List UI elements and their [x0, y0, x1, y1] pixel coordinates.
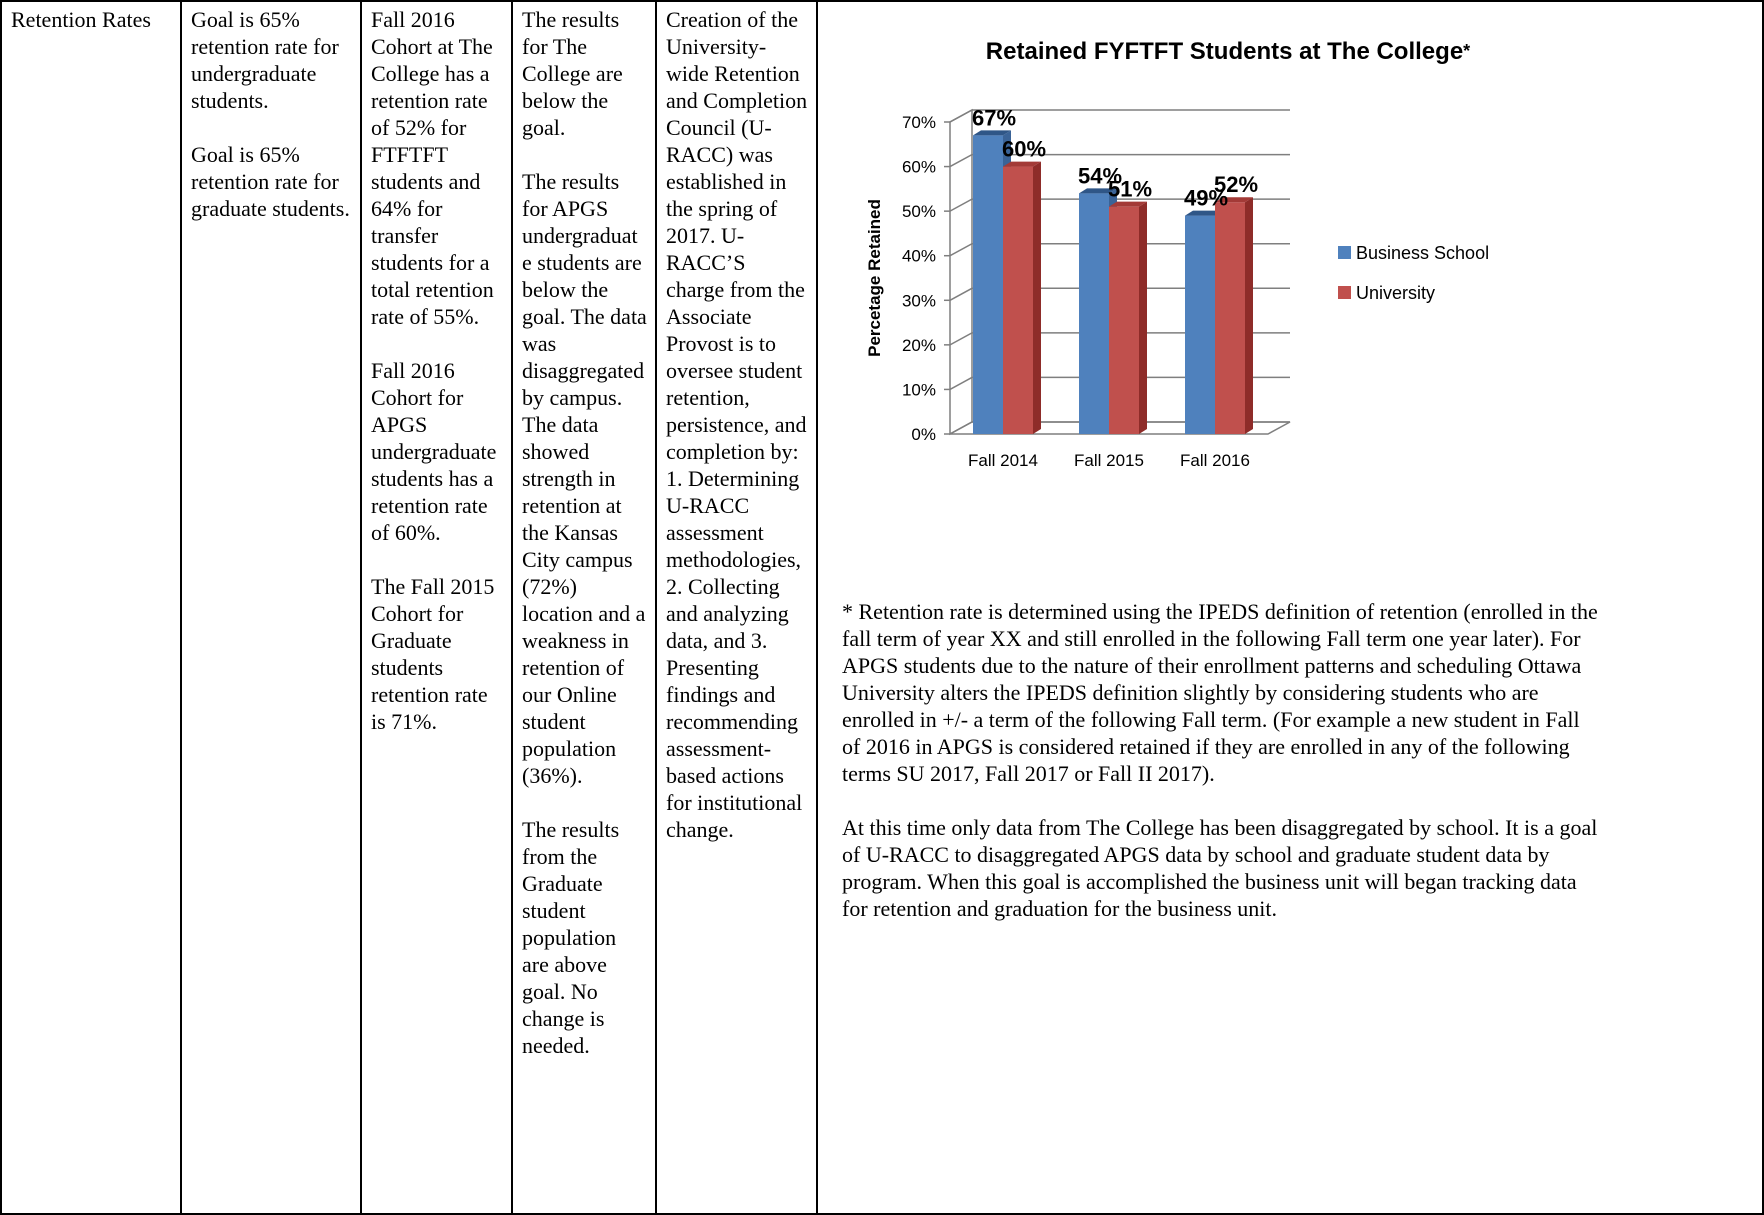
note-paragraph: * Retention rate is determined using the IPEDS definition of retention (enrolled in the fall term of year XX and still enrolled in the following Fall term one year later). For APGS students due to the nature of their enrollment patterns and scheduling Ottawa University alters the IPEDS definition slightly by considering students who are enrolled in +/- a term of the following Fall term. (For example a new student in Fall of 2016 in APGS is considered retained if they are enrolled in any of the following terms SU 2017, Fall 2017 or Fall II 2017). — [842, 599, 1598, 786]
results-paragraph: The Fall 2015 Cohort for Graduate students retention rate is 71%. — [371, 574, 495, 734]
analysis-paragraph: The results for APGS undergraduate students are below the goal. The data was disaggregated by campus. The data showed strength in retention at the Kansas City campus (72%) location and a weakness in retention of our Online student population (36%). — [522, 169, 647, 788]
y-tick-label: 70% — [901, 113, 936, 132]
bar — [1109, 207, 1139, 434]
chart-title-text: Retained FYFTFT Students at The College — [985, 38, 1464, 65]
y-axis-label: Percetage Retained — [865, 199, 884, 357]
x-tick-label: Fall 2016 — [1180, 451, 1250, 470]
chart-cell — [817, 1, 1763, 1214]
chart-title — [986, 38, 1470, 65]
bar — [973, 135, 1003, 434]
data-label: 60% — [1001, 136, 1047, 162]
y-tick-label: 60% — [901, 157, 936, 177]
y-tick-label: 50% — [901, 202, 936, 222]
retention-chart — [818, 2, 1618, 592]
results-cell — [361, 1, 512, 1214]
data-label: 54% — [1077, 163, 1123, 189]
chart-svg — [818, 2, 1618, 592]
legend-swatch — [1338, 286, 1351, 299]
data-label: 67% — [971, 105, 1017, 131]
bar-side — [1139, 202, 1147, 434]
action-paragraph: Creation of the University-wide Retention and Completion Council (U-RACC) was established in the spring of 2017. U-RACC’S charge from the Associate Provost is to oversee student retention, persistence, and completion by: 1. Determining U-RACC assessment methodologies, 2. Collecting and analyzing data, and 3. Presenting findings and recommending assessment-based actions for institutional change. — [666, 7, 808, 842]
action-cell — [656, 1, 817, 1214]
x-tick-label: Fall 2015 — [1074, 451, 1144, 470]
chart-notes — [842, 598, 1602, 949]
measure-cell — [1, 1, 181, 1214]
y-tick-label: 30% — [901, 291, 936, 311]
analysis-paragraph: The results from the Graduate student population are above goal. No change is needed. — [522, 817, 620, 1058]
bar — [1003, 167, 1033, 434]
note-paragraph: At this time only data from The College has been disaggregated by school. It is a goal of U-RACC to disaggregated APGS data by school and graduate student data by program. When this goal is accomplished the business unit will began tracking data for retention and graduation for the business unit. — [842, 815, 1598, 921]
bar — [1215, 202, 1245, 434]
legend-swatch — [1338, 246, 1351, 259]
y-tick-label: 0% — [911, 425, 936, 444]
bar-side — [1245, 197, 1253, 434]
bar — [1079, 193, 1109, 434]
analysis-cell — [512, 1, 656, 1214]
analysis-paragraph: The results for The College are below the goal. — [522, 7, 623, 140]
results-paragraph: Fall 2016 Cohort at The College has a retention rate of 52% for FTFTFT students and 64% for transfer students for a total retention rate of 55%. — [371, 7, 494, 329]
data-label: 51% — [1107, 176, 1153, 202]
bar — [1185, 216, 1215, 434]
x-tick-label: Fall 2014 — [968, 451, 1038, 470]
measure-text: Retention Rates — [11, 7, 151, 32]
legend-label: University — [1356, 283, 1436, 303]
chart-title-asterisk: * — [1463, 41, 1471, 61]
goal-paragraph: Goal is 65% retention rate for graduate students. — [191, 142, 350, 221]
bar-side — [1033, 162, 1041, 434]
legend-label: Business School — [1356, 243, 1490, 263]
y-tick-label: 10% — [901, 380, 936, 400]
chart-side-wall — [950, 110, 972, 434]
data-label: 49% — [1183, 185, 1229, 211]
goal-paragraph: Goal is 65% retention rate for undergraduate students. — [191, 7, 339, 113]
results-paragraph: Fall 2016 Cohort for APGS undergraduate students has a retention rate of 60%. — [371, 358, 497, 545]
chart-legend — [1338, 243, 1489, 303]
y-tick-label: 40% — [901, 246, 936, 266]
table-row — [1, 1, 1763, 1214]
data-label: 52% — [1213, 172, 1259, 198]
goal-cell — [181, 1, 361, 1214]
y-tick-label: 20% — [901, 335, 936, 355]
